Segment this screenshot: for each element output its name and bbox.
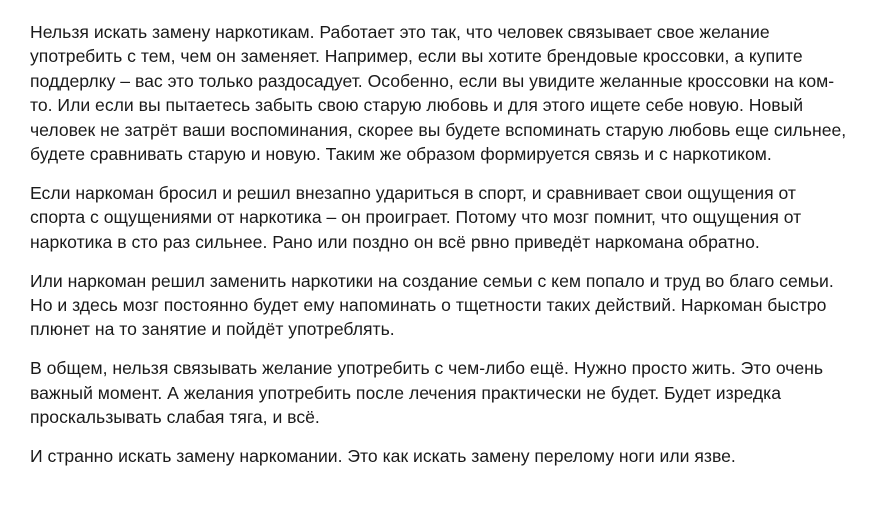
- paragraph-3: [30, 269, 886, 342]
- paragraph-2: [30, 181, 886, 254]
- text-line: И странно искать замену наркомании. Это как искать замену перелому ноги или язве.: [30, 446, 736, 467]
- text-line: плюнет на то занятие и пойдёт употреблять.: [30, 319, 395, 340]
- text-line: будете сравнивать старую и новую. Таким же образом формируется связь и с наркотиком.: [30, 144, 772, 165]
- text-line: спорта с ощущениями от наркотика – он проиграет. Потому что мозг помнит, что ощущения от: [30, 207, 802, 228]
- text-line: поддерлку – вас это только раздосадует. Особенно, если вы увидите желанные кроссовки на ком-: [30, 70, 835, 91]
- text-line: В общем, нельзя связывать желание употребить с чем-либо ещё. Нужно просто жить. Это очень: [30, 358, 824, 379]
- paragraph-5: [30, 444, 886, 468]
- text-line: важный момент. А желания употребить после лечения практически не будет. Будет изредка: [30, 382, 782, 403]
- text-line: проскальзывать слабая тяга, и всё.: [30, 407, 320, 428]
- text-line: Но и здесь мозг постоянно будет ему напоминать о тщетности таких действий. Наркоман быстро: [30, 295, 827, 316]
- text-line: Нельзя искать замену наркотикам. Работает это так, что человек связывает свое желание: [30, 22, 770, 42]
- paragraph-4: [30, 356, 886, 429]
- text-line: то. Или если вы пытаетесь забыть свою старую любовь и для этого ищете себе новую. Новый: [30, 95, 804, 116]
- text-line: употребить с тем, чем он заменяет. Например, если вы хотите брендовые кроссовки, а купите: [30, 46, 803, 67]
- paragraph-1: [30, 20, 886, 166]
- document-body: [30, 20, 886, 483]
- text-line: наркотика в сто раз сильнее. Рано или поздно он всё рвно приведёт наркомана обратно.: [30, 231, 760, 252]
- text-line: Или наркоман решил заменить наркотики на создание семьи с кем попало и труд во благо семьи.: [30, 270, 834, 291]
- text-line: человек не затрёт ваши воспоминания, скорее вы будете вспоминать старую любовь еще сильнее,: [30, 119, 847, 140]
- text-line: Если наркоман бросил и решил внезапно удариться в спорт, и сравнивает свои ощущения от: [30, 182, 796, 203]
